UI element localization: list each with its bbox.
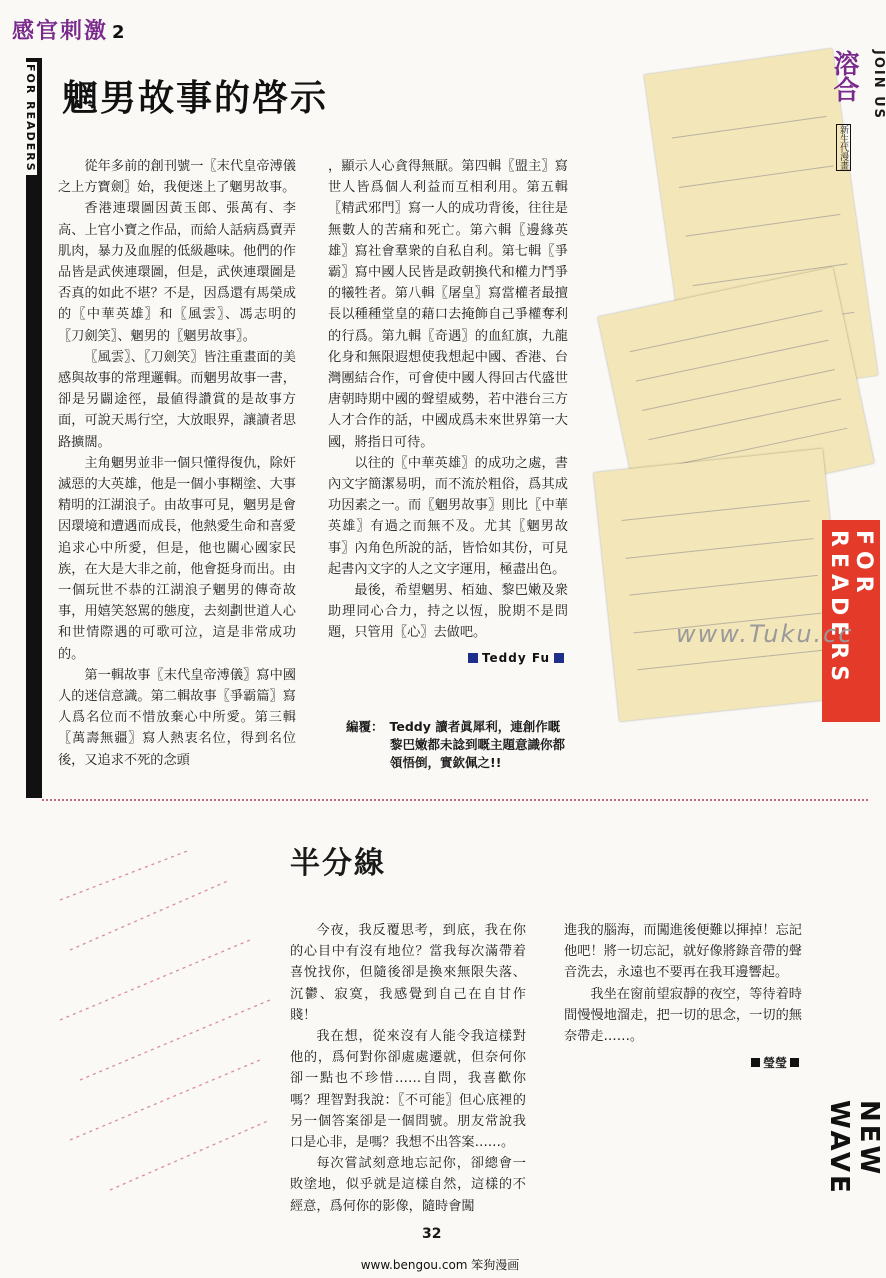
paragraph: 最後，希望魍男、栢廸、黎巴嫩及衆助理同心合力，持之以恆，脫期不是問題，只管用〖心〗去做吧。: [328, 583, 568, 641]
editor-text: Teddy 讀者眞犀利，連創作嘅: [389, 719, 561, 734]
join-us-group: [826, 50, 886, 121]
paragraph: 香港連環圖因黃玉郎、張萬有、李高、上官小寶之作品，而給人話病爲賣弄肌肉，暴力及血腥的低級趣味。他們的作品皆是武俠連環圖，但是，武俠連環圖是否真的如此不堪？不是，因爲還有馬榮成的〖中華英雄〗和〖風雲〗、馮志明的〖刀劍笑〗、魍男的〖魍男故事〗。: [58, 201, 296, 344]
square-icon: [468, 653, 478, 663]
article-column-1: [58, 156, 296, 771]
side-label: FOR READERS: [24, 64, 37, 173]
article-2-column-2: [564, 920, 802, 1074]
editor-text: 黎巴嫩都未諗到嘅主題意識你都: [390, 737, 566, 752]
section-header: [12, 14, 127, 45]
paragraph: 〖風雲〗、〖刀劍笑〗皆注重畫面的美感與故事的常理邏輯。而魍男故事一書，卻是另闢途徑，最値得讚賞的是故事方面，可說天馬行空，大放眼界，讓讀者思路擴闊。: [58, 349, 296, 450]
banner-text: FOR READERS: [826, 530, 876, 688]
square-icon: [751, 1058, 760, 1067]
join-en: JOIN US: [871, 50, 886, 121]
editor-label: 編覆：: [346, 719, 384, 734]
square-icon: [790, 1058, 799, 1067]
decorative-lines: [50, 840, 280, 1200]
new-wave-label: NEW WAVE: [824, 1100, 884, 1196]
author-signature: [328, 648, 568, 669]
article-2-title: 半分線: [290, 846, 386, 881]
signature-text: 瑩瑩: [762, 1056, 787, 1071]
section-title: 感官刺激: [12, 19, 109, 44]
paragraph: 我坐在窗前望寂靜的夜空，等待着時間慢慢地溜走，把一切的思念，一切的無奈帶走……。: [564, 986, 802, 1045]
paragraph: 今夜，我反覆思考，到底，我在你的心目中有沒有地位？當我每次滿帶着喜悅找你，但隨後卻是換來無限失落、沉鬱、寂寞，我感覺到自己在自甘作賤！: [290, 923, 526, 1023]
section-number: 2: [112, 22, 127, 43]
paragraph: 進我的腦海，而闖進後便難以揮掉！忘記他吧！將一切忘記，就好像將錄音帶的聲音洗去，永遠也不要再在我耳邊響起。: [564, 923, 802, 981]
watermark: www.Tuku.cc: [676, 620, 854, 648]
author-signature: [564, 1053, 802, 1074]
paragraph: 第一輯故事〖末代皇帝溥儀〗寫中國人的迷信意識。第二輯故事〖爭霸篇〗寫人爲名位而不惜放棄心中所愛。第三輯〖萬壽無疆〗寫人熱衷名位，得到名位後，又追求不死的念頭: [58, 667, 296, 768]
join-cn: 溶合: [829, 50, 859, 102]
signature-text: Teddy Fu: [481, 650, 550, 665]
editor-reply: [346, 718, 626, 772]
paragraph: 我在想，從來沒有人能令我這樣對他的，爲何對你卻處處遷就，但奈何你卻一點也不珍惜……自問，我喜歡你嗎？理智對我說：〖不可能〗但心底裡的另一個答案卻是一個問號。朋友常說我口是心非，是嗎？我想不出答案……。: [290, 1029, 526, 1151]
footer-credit: www.bengou.com 笨狗漫画: [360, 1258, 520, 1272]
paragraph: 以往的〖中華英雄〗的成功之處，書內文字簡潔易明，而不流於粗俗，爲其成功因素之一。而〖魍男故事〗則比〖中華英雄〗有過之而無不及。尤其〖魍男故事〗內角色所說的話，皆恰如其份，可見起書內文字的人之文字運用，極盡出色。: [328, 455, 568, 577]
paragraph: ，顯示人心貪得無厭。第四輯〖盟主〗寫世人皆爲個人利益而互相利用。第五輯〖精武邪門〗寫一人的成功背後，往往是無數人的苦痛和死亡。第六輯〖邊緣英雄〗寫社會羣衆的自私自利。第七輯〖爭霸〗寫中國人民皆是政朝換代和權力鬥爭的犧牲者。第八輯〖屠皇〗寫當權者最擅長以種種堂皇的藉口去掩飾自己爭權奪利的行爲。第九輯〖奇遇〗的血紅旗，九龍化身和無限遐想使我想起中國、香港、台灣團結合作，可會使中國人得回古代盛世唐朝時期中國的聲望威勢，若中港台三方人才合作的話，中國成爲未來世界第一大國，將指日可待。: [328, 159, 568, 450]
page-number: 32: [422, 1226, 442, 1242]
join-sub: 新生代漫畫: [836, 124, 851, 171]
editor-text: 領悟倒，實欽佩之!!: [390, 755, 502, 770]
section-divider: [42, 799, 868, 801]
join-us-label: [826, 50, 886, 171]
square-icon: [554, 653, 564, 663]
paragraph: 每次嘗試刻意地忘記你，卻總會一敗塗地，似乎就是這樣自然，這樣的不經意，爲何你的影像，隨時會闖: [290, 1156, 526, 1214]
article-title: 魍男故事的啓示: [62, 78, 329, 119]
paragraph: 從年多前的創刊號一〖末代皇帝溥儀之上方寶劍〗始，我便迷上了魍男故事。: [58, 159, 296, 196]
article-2-column-1: [290, 920, 526, 1217]
letter-paper: [594, 449, 849, 722]
article-column-2: [328, 156, 568, 669]
paragraph: 主角魍男並非一個只懂得復仇，除奸滅惡的大英雄，他是一個小事糊塗、大事精明的江湖浪子。由故事可見，魍男是會因環境和遭遇而成長，他熱愛生命和喜愛追求心中所愛，但是，他也關心國家民族，在大是大非之前，他會挺身而出。由一個玩世不恭的江湖浪子魍男的傳奇故事，用嬉笑怒駡的態度，去刻劃世道人心和世情際遇的可歌可泣，這是非常成功的。: [58, 455, 296, 662]
